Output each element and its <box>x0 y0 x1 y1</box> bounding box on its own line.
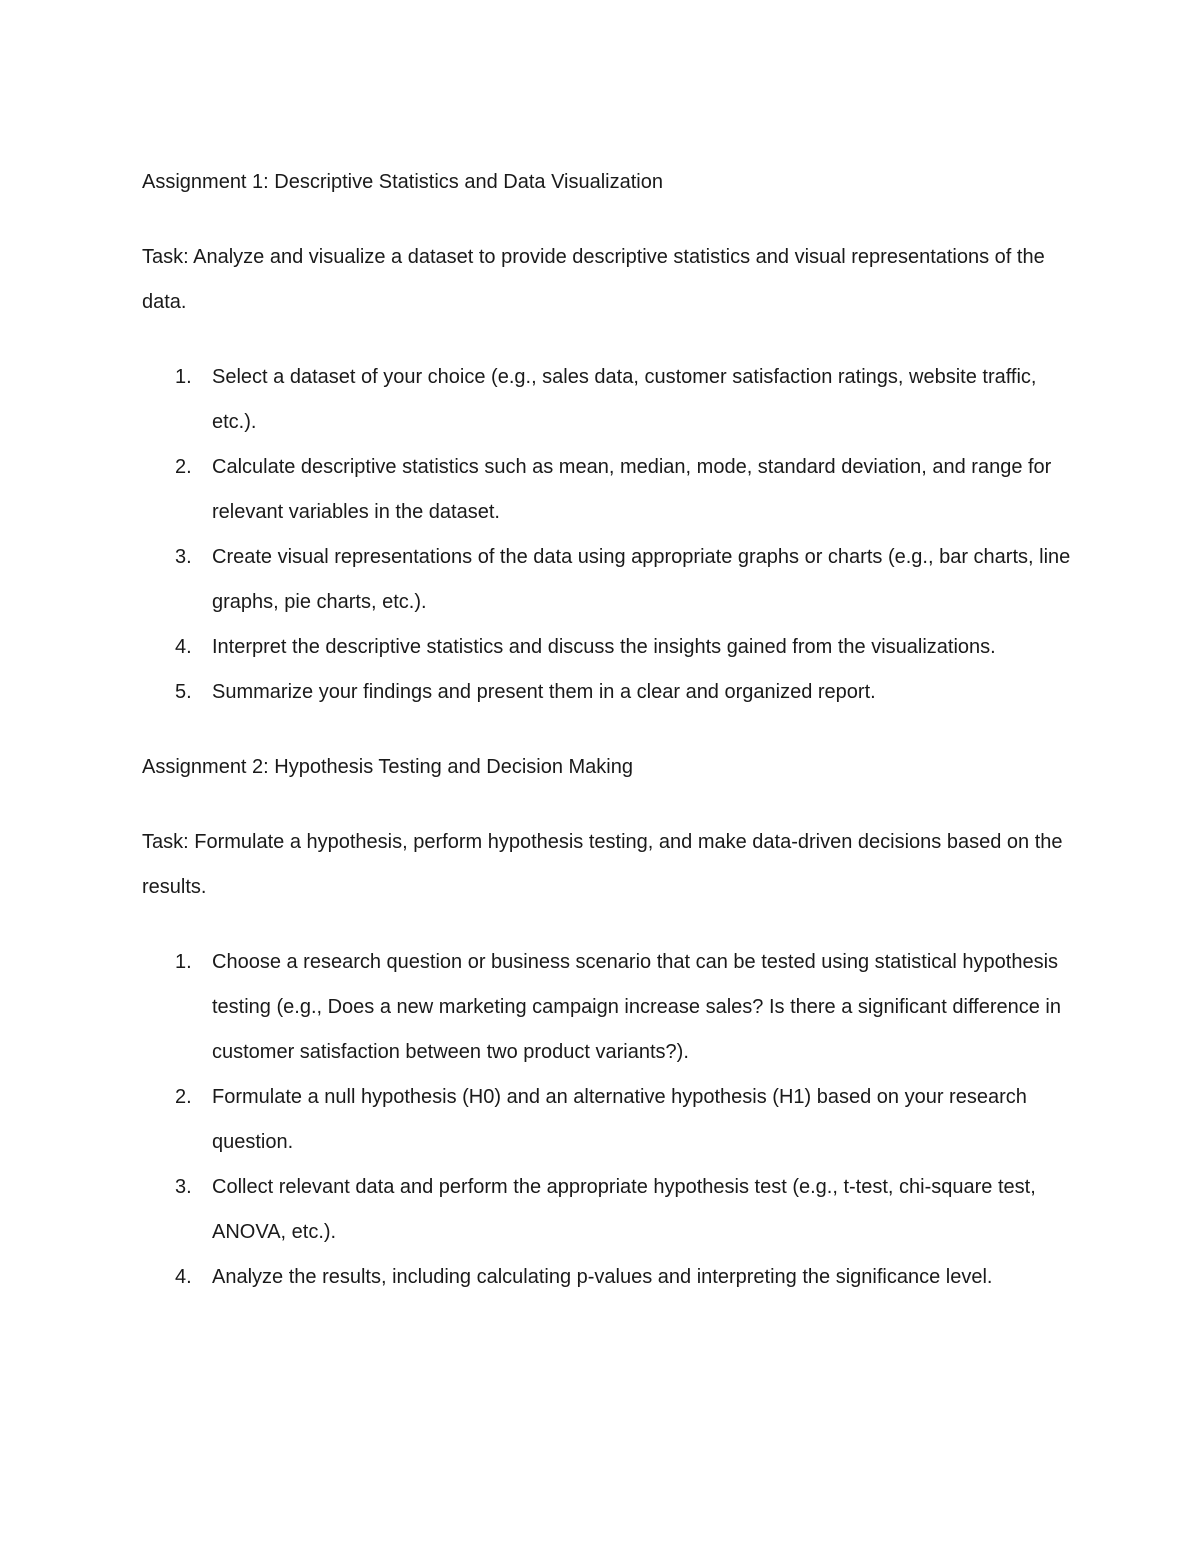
list-item-text: Create visual representations of the data using appropriate graphs or charts (e.g., bar charts, line graphs, pie charts, etc.). <box>212 546 1071 613</box>
list-number: 2. <box>175 1086 192 1108</box>
assignment-1-title: Assignment 1: Descriptive Statistics and Data Visualization <box>142 171 663 193</box>
list-number: 5. <box>175 681 192 703</box>
list-number: 3. <box>175 546 192 568</box>
list-number: 1. <box>175 951 192 973</box>
list-item-text: Calculate descriptive statistics such as mean, median, mode, standard deviation, and range for relevant variables in the dataset. <box>212 456 1052 523</box>
assignment-1-task: Task: Analyze and visualize a dataset to provide descriptive statistics and visual representations of the data. <box>142 246 1045 313</box>
list-number: 1. <box>175 366 192 388</box>
list-item <box>142 625 1072 670</box>
list-item <box>142 1165 1072 1255</box>
assignment-1-section <box>142 160 1072 715</box>
list-item-text: Collect relevant data and perform the appropriate hypothesis test (e.g., t-test, chi-square test, ANOVA, etc.). <box>212 1176 1036 1243</box>
list-number: 3. <box>175 1176 192 1198</box>
list-item <box>142 670 1072 715</box>
list-item <box>142 355 1072 445</box>
assignment-2-title: Assignment 2: Hypothesis Testing and Decision Making <box>142 756 633 778</box>
list-item <box>142 1075 1072 1165</box>
assignment-1-steps <box>142 355 1072 715</box>
list-item-text: Interpret the descriptive statistics and discuss the insights gained from the visualizations. <box>212 636 996 658</box>
list-item-text: Summarize your findings and present them in a clear and organized report. <box>212 681 876 703</box>
list-number: 2. <box>175 456 192 478</box>
assignment-2-section <box>142 745 1072 1300</box>
list-item <box>142 445 1072 535</box>
list-item <box>142 1255 1072 1300</box>
list-item <box>142 535 1072 625</box>
list-item <box>142 940 1072 1075</box>
list-number: 4. <box>175 1266 192 1288</box>
list-item-text: Formulate a null hypothesis (H0) and an alternative hypothesis (H1) based on your research question. <box>212 1086 1027 1153</box>
assignment-2-task: Task: Formulate a hypothesis, perform hypothesis testing, and make data-driven decisions based on the results. <box>142 831 1063 898</box>
list-item-text: Select a dataset of your choice (e.g., sales data, customer satisfaction ratings, website traffic, etc.). <box>212 366 1037 433</box>
document-content <box>142 160 1072 1300</box>
assignment-2-steps <box>142 940 1072 1300</box>
list-item-text: Choose a research question or business scenario that can be tested using statistical hypothesis testing (e.g., Does a new marketing campaign increase sales? Is there a significant difference in customer satisfaction between two product variants?). <box>212 951 1061 1063</box>
list-number: 4. <box>175 636 192 658</box>
list-item-text: Analyze the results, including calculating p-values and interpreting the significance level. <box>212 1266 993 1288</box>
